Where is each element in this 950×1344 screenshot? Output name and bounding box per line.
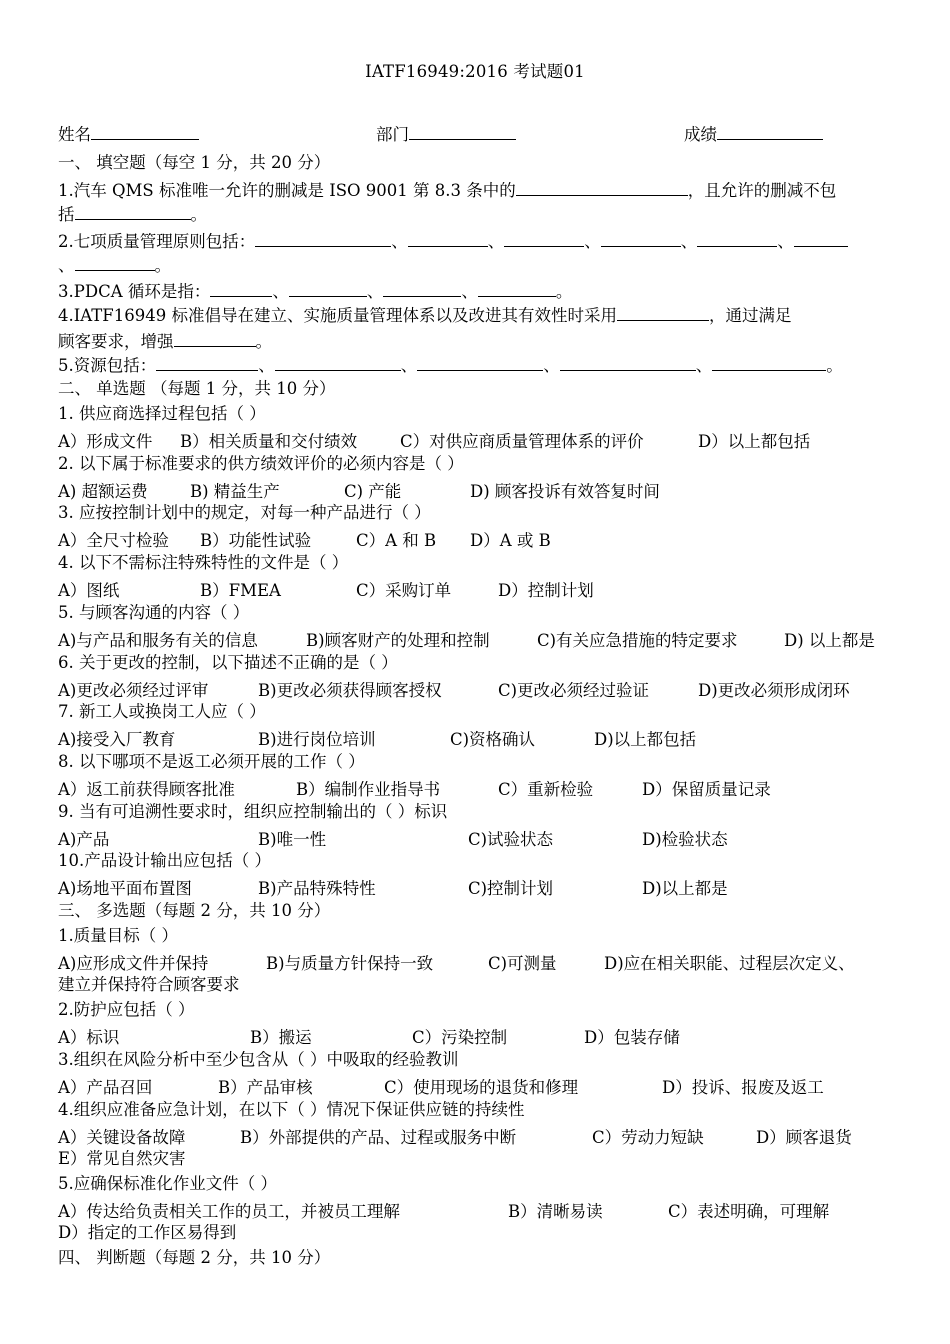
- sc-option[interactable]: C)更改必须经过验证: [498, 680, 650, 700]
- sc-option[interactable]: B) 精益生产: [190, 481, 280, 501]
- option[interactable]: B）清晰易读: [508, 1202, 603, 1221]
- sc-option[interactable]: A)更改必须经过评审: [58, 680, 209, 700]
- option[interactable]: B）搬运: [250, 1028, 312, 1047]
- blank[interactable]: [478, 279, 556, 297]
- sc-option[interactable]: B)进行岗位培训: [258, 730, 376, 750]
- fill-q1-line2: 括 。: [58, 202, 207, 226]
- blank[interactable]: [516, 178, 688, 196]
- sc-option[interactable]: B)更改必须获得顾客授权: [258, 680, 442, 700]
- sc-option[interactable]: A）返工前获得顾客批准: [58, 779, 235, 799]
- sc-option[interactable]: C) 产能: [344, 481, 402, 501]
- option[interactable]: C）污染控制: [412, 1028, 508, 1047]
- score-field[interactable]: [684, 121, 823, 145]
- sc-question-9: 9. 当有可追溯性要求时，组织应控制输出的（ ）标识: [58, 801, 448, 821]
- section4-heading: 四、 判断题（每题 2 分，共 10 分）: [58, 1248, 331, 1267]
- option[interactable]: D）包装存储: [584, 1028, 680, 1047]
- blank[interactable]: [417, 353, 543, 371]
- sc-option[interactable]: C）A 和 B: [356, 531, 437, 551]
- option[interactable]: C）表述明确，可理解: [668, 1202, 830, 1221]
- section2-heading: 二、 单选题 （每题 1 分，共 10 分）: [58, 379, 336, 398]
- name-field[interactable]: [58, 121, 199, 145]
- sc-option[interactable]: D）A 或 B: [470, 531, 551, 551]
- mc-question-5: 5.应确保标准化作业文件（ ）: [58, 1174, 277, 1193]
- sc-option[interactable]: C)试验状态: [468, 829, 554, 849]
- sc-option[interactable]: A)与产品和服务有关的信息: [58, 630, 258, 650]
- sc-option[interactable]: C）重新检验: [498, 779, 594, 799]
- option[interactable]: B)与质量方针保持一致: [266, 954, 434, 973]
- sc-option[interactable]: D)检验状态: [642, 829, 728, 849]
- score-label: 成绩: [684, 125, 717, 144]
- sc-question-3: 3. 应按控制计划中的规定，对每一种产品进行（ ）: [58, 503, 431, 523]
- blank[interactable]: [697, 229, 777, 247]
- fill-q4-line1: 4.IATF16949 标准倡导在建立、实施质量管理体系以及改进其有效性时采用 ，通过满足: [58, 303, 791, 327]
- sc-option[interactable]: C)资格确认: [450, 730, 536, 750]
- name-label: 姓名: [58, 125, 91, 144]
- sc-option[interactable]: D) 以上都是: [784, 630, 875, 650]
- sc-option[interactable]: A)场地平面布置图: [58, 879, 192, 899]
- blank[interactable]: [75, 202, 191, 220]
- sc-option[interactable]: C)控制计划: [468, 879, 554, 899]
- fill-q2-line2: 、 。: [58, 253, 171, 277]
- fill-q4-line2: 顾客要求，增强 。: [58, 329, 272, 353]
- sc-option[interactable]: D）控制计划: [498, 581, 594, 601]
- blank[interactable]: [504, 229, 584, 247]
- sc-option[interactable]: D)以上都是: [642, 879, 728, 899]
- fill-q3: 3.PDCA 循环是指： 、 、 、 。: [58, 279, 572, 303]
- blank[interactable]: [156, 353, 258, 371]
- blank[interactable]: [712, 353, 826, 371]
- sc-option[interactable]: C）对供应商质量管理体系的评价: [400, 432, 644, 451]
- sc-option[interactable]: B）FMEA: [200, 581, 281, 601]
- blank[interactable]: [210, 279, 272, 297]
- blank[interactable]: [383, 279, 461, 297]
- sc-question-10: 10.产品设计输出应包括（ ）: [58, 851, 271, 871]
- fill-q5: 5.资源包括： 、 、 、 、 。: [58, 353, 843, 377]
- option[interactable]: A）关键设备故障: [58, 1128, 186, 1147]
- sc-option[interactable]: A）形成文件: [58, 432, 153, 451]
- blank[interactable]: [255, 229, 391, 247]
- option[interactable]: A）产品召回: [58, 1078, 153, 1097]
- option[interactable]: A）标识: [58, 1028, 120, 1047]
- sc-option[interactable]: B）编制作业指导书: [296, 779, 441, 799]
- sc-option[interactable]: D) 顾客投诉有效答复时间: [470, 481, 660, 501]
- section3-heading: 三、 多选题（每题 2 分，共 10 分）: [58, 901, 331, 920]
- blank[interactable]: [174, 329, 256, 347]
- dept-label: 部门: [376, 125, 409, 144]
- sc-question-8: 8. 以下哪项不是返工必须开展的工作（ ）: [58, 751, 365, 771]
- sc-option[interactable]: C）采购订单: [356, 581, 452, 601]
- mc-question-2: 2.防护应包括（ ）: [58, 1000, 195, 1019]
- sc-question-6: 6. 关于更改的控制，以下描述不正确的是（ ）: [58, 652, 398, 672]
- blank[interactable]: [560, 353, 696, 371]
- blank[interactable]: [601, 229, 681, 247]
- option[interactable]: B）外部提供的产品、过程或服务中断: [240, 1128, 517, 1147]
- sc-question-1: 1. 供应商选择过程包括（ ）: [58, 404, 266, 423]
- sc-option[interactable]: C)有关应急措施的特定要求: [537, 630, 738, 650]
- sc-question-4: 4. 以下不需标注特殊特性的文件是（ ）: [58, 553, 349, 573]
- option[interactable]: D）顾客退货: [756, 1128, 852, 1147]
- sc-option[interactable]: B)顾客财产的处理和控制: [306, 630, 490, 650]
- sc-option[interactable]: D）保留质量记录: [642, 779, 771, 799]
- mc-question-3: 3.组织在风险分析中至少包含从（ ）中吸取的经验教训: [58, 1050, 459, 1069]
- mc-question-1: 1.质量目标（ ）: [58, 926, 178, 945]
- sc-option[interactable]: D)更改必须形成闭环: [698, 680, 850, 700]
- sc-option[interactable]: A)接受入厂教育: [58, 730, 176, 750]
- fill-q1-line1: 1.汽车 QMS 标准唯一允许的删减是 ISO 9001 第 8.3 条中的 ，且允许的删减不包: [58, 178, 836, 202]
- mc-question-4: 4.组织应准备应急计划，在以下（ ）情况下保证供应链的持续性: [58, 1100, 525, 1119]
- sc-option[interactable]: B）相关质量和交付绩效: [180, 432, 358, 451]
- mc-question-4-cont[interactable]: E）常见自然灾害: [58, 1149, 186, 1168]
- option[interactable]: D)应在相关职能、过程层次定义、: [604, 954, 855, 973]
- fill-q2-line1: 2.七项质量管理原则包括： 、 、 、 、 、: [58, 229, 848, 253]
- sc-option[interactable]: D)以上都包括: [594, 730, 697, 750]
- option[interactable]: C)可测量: [488, 954, 557, 973]
- blank[interactable]: [408, 229, 488, 247]
- sc-option[interactable]: B）功能性试验: [200, 531, 312, 551]
- sc-question-2: 2. 以下属于标准要求的供方绩效评价的必须内容是（ ）: [58, 453, 464, 473]
- option[interactable]: B）产品审核: [218, 1078, 313, 1097]
- dept-field[interactable]: [376, 121, 516, 145]
- sc-question-5: 5. 与顾客沟通的内容（ ）: [58, 602, 250, 622]
- blank[interactable]: [617, 303, 709, 321]
- sc-option[interactable]: A）图纸: [58, 581, 120, 601]
- mc-question-1-cont: 建立并保持符合顾客要求: [58, 975, 240, 994]
- option[interactable]: A）传达给负责相关工作的员工，并被员工理解: [58, 1202, 400, 1221]
- section1-heading: 一、 填空题（每空 1 分，共 20 分）: [58, 153, 331, 172]
- blank[interactable]: [289, 279, 367, 297]
- option[interactable]: A)应形成文件并保持: [58, 954, 209, 973]
- blank[interactable]: [794, 229, 848, 247]
- sc-option[interactable]: D）以上都包括: [698, 432, 811, 451]
- sc-option[interactable]: B)产品特殊特性: [258, 879, 376, 899]
- page-title: IATF16949:2016 考试题01: [365, 62, 585, 81]
- option[interactable]: C）使用现场的退货和修理: [384, 1078, 579, 1097]
- blank[interactable]: [275, 353, 401, 371]
- blank[interactable]: [75, 253, 155, 271]
- sc-option[interactable]: A）全尺寸检验: [58, 531, 169, 551]
- sc-option[interactable]: A) 超额运费: [58, 481, 148, 501]
- sc-option[interactable]: A)产品: [58, 829, 110, 849]
- sc-question-7: 7. 新工人或换岗工人应（ ）: [58, 702, 266, 722]
- option[interactable]: C）劳动力短缺: [592, 1128, 704, 1147]
- sc-option[interactable]: B)唯一性: [258, 829, 327, 849]
- mc-question-5-cont[interactable]: D）指定的工作区易得到: [58, 1223, 237, 1242]
- option[interactable]: D）投诉、报废及返工: [662, 1078, 824, 1097]
